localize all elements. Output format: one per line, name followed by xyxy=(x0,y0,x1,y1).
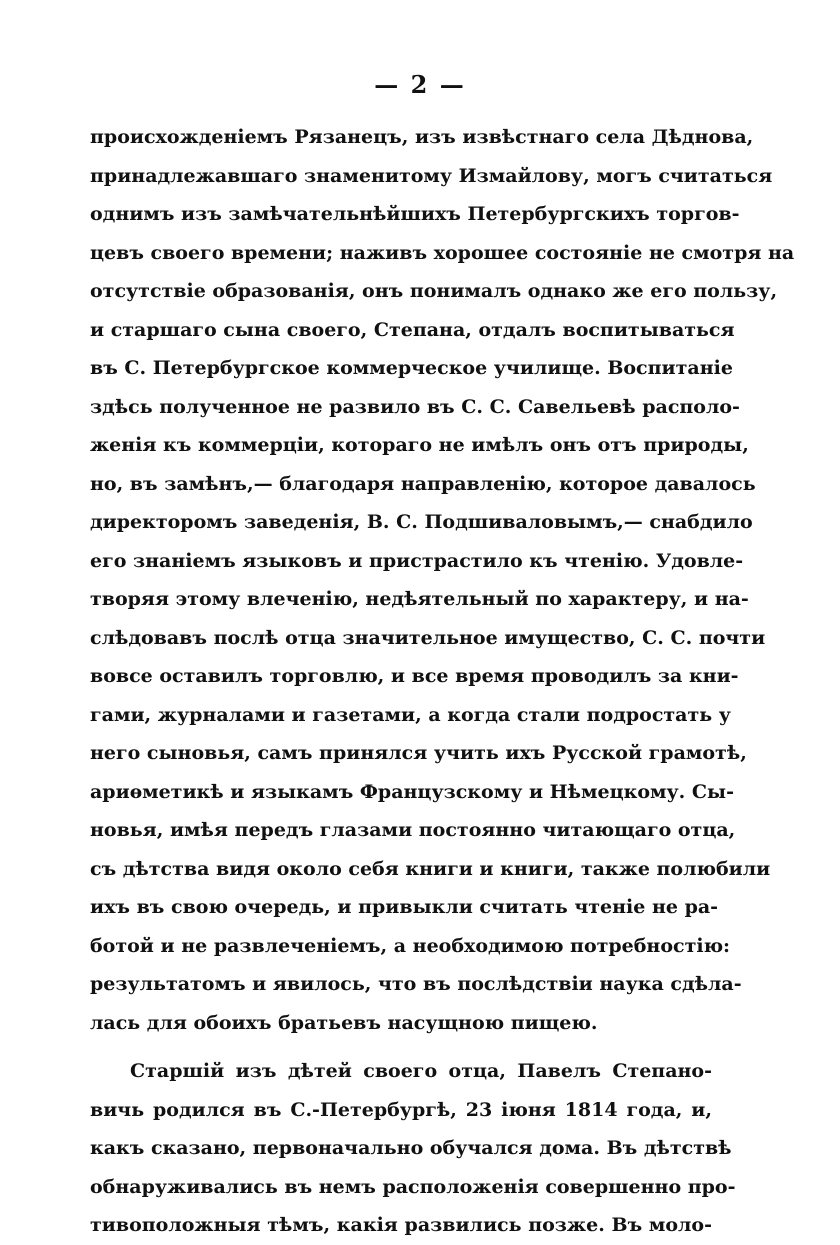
text-line: цевъ своего времени; наживъ хорошее состояніе не смотря на xyxy=(90,241,795,264)
paragraph-gap xyxy=(90,1042,712,1052)
text-line: ариѳметикѣ и языкамъ Французскому и Нѣмецкому. Сы- xyxy=(90,780,734,803)
text-line: но, въ замѣнъ,— благодаря направленію, которое давалось xyxy=(90,472,756,495)
page-number: — 2 — xyxy=(374,70,466,99)
text-line: здѣсь полученное не развило въ С. С. Савельевѣ располо- xyxy=(90,395,740,418)
text-line: въ С. Петербургское коммерческое училище. Воспитаніе xyxy=(90,357,733,379)
text-line: происхожденіемъ Рязанецъ, изъ извѣстнаго села Дѣднова, xyxy=(90,126,754,148)
text-line: вовсе оставилъ торговлю, и все время проводилъ за кни- xyxy=(90,665,739,687)
text-line: слѣдовавъ послѣ отца значительное имущество, С. С. почти xyxy=(90,626,766,649)
text-line: новья, имѣя передъ глазами постоянно читающаго отца, xyxy=(90,819,736,841)
text-line: лась для обоихъ братьевъ насущною пищею. xyxy=(90,1011,598,1034)
text-line: Старшій изъ дѣтей своего отца, Павелъ Степано- xyxy=(130,1060,712,1082)
text-line: директоромъ заведенія, В. С. Подшиваловымъ,— снабдило xyxy=(90,511,753,533)
text-line: женія къ коммерціи, котораго не имѣлъ онъ отъ природы, xyxy=(90,434,749,456)
text-line: результатомъ и явилось, что въ послѣдствіи наука сдѣла- xyxy=(90,973,742,995)
text-line: творяя этому влеченію, недѣятельный по характеру, и на- xyxy=(90,588,749,610)
text-line: принадлежавшаго знаменитому Измайлову, могъ считаться xyxy=(90,164,773,187)
paragraph-1 xyxy=(90,118,795,1042)
text-line: тивоположныя тѣмъ, какія развились позже. Въ моло- xyxy=(90,1214,712,1236)
text-line: однимъ изъ замѣчательнѣйшихъ Петербургскихъ торгов- xyxy=(90,203,740,225)
text-line: ихъ въ свою очередь, и привыкли считать чтеніе не ра- xyxy=(90,896,719,918)
text-line: гами, журналами и газетами, а когда стали подростать у xyxy=(90,703,731,726)
text-line: него сыновья, самъ принялся учить ихъ Русской грамотѣ, xyxy=(90,742,747,764)
text-line: отсутствіе образованія, онъ понималъ однако же его пользу, xyxy=(90,280,778,302)
text-line: съ дѣтства видя около себя книги и книги, также полюбили xyxy=(90,857,771,880)
text-line: его знаніемъ языковъ и пристрастило къ чтенію. Удовле- xyxy=(90,549,744,572)
paragraph-2 xyxy=(90,1052,736,1245)
body-text xyxy=(90,118,795,1245)
text-line: обнаруживались въ немъ расположенія совершенно про- xyxy=(90,1175,736,1198)
text-line: какъ сказано, первоначально обучался дома. Въ дѣтствѣ xyxy=(90,1137,732,1159)
text-line: ботой и не развлеченіемъ, а необходимою потребностію: xyxy=(90,934,731,957)
text-line: вичь родился въ С.-Петербургѣ, 23 іюня 1814 года, и, xyxy=(90,1098,712,1121)
text-line: и старшаго сына своего, Степана, отдалъ воспитываться xyxy=(90,318,735,341)
